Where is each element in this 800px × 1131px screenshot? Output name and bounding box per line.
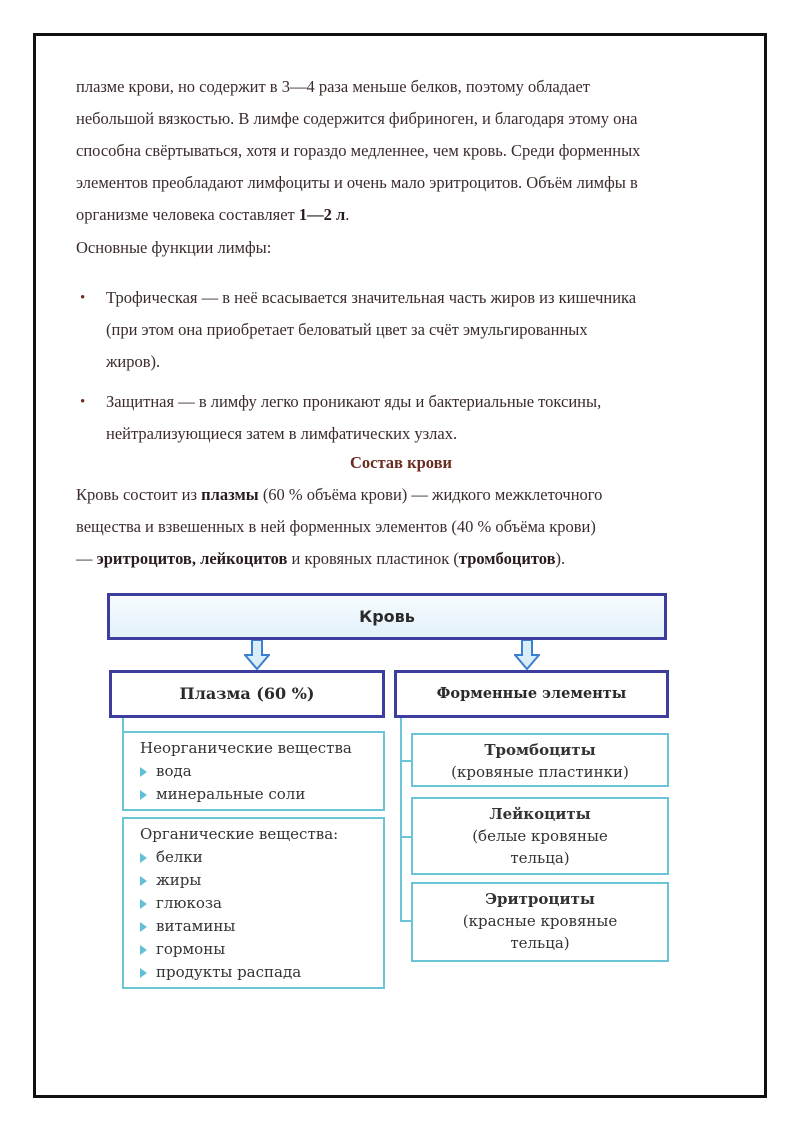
list-item: • Трофическая — в неё всасывается значительная часть жиров из кишечника (при этом она приобретает беловатый цвет за счёт эмульгированных жиров). xyxy=(76,282,736,378)
intro-line: плазме крови, но содержит в 3—4 раза меньше белков, поэтому обладает xyxy=(76,77,590,96)
list-item: жиры xyxy=(140,869,383,892)
triangle-icon xyxy=(140,922,147,932)
intro-line: организме человека составляет 1—2 л. xyxy=(76,205,350,224)
intro-paragraph xyxy=(76,71,736,231)
organic-box xyxy=(122,817,385,989)
list-item: минеральные соли xyxy=(140,783,383,806)
functions-heading: Основные функции лимфы: xyxy=(76,238,272,257)
lymph-volume: 1—2 л xyxy=(298,205,346,224)
list-item: глюкоза xyxy=(140,892,383,915)
functions-list xyxy=(76,282,736,458)
intro-line: элементов преобладают лимфоциты и очень мало эритроцитов. Объём лимфы в xyxy=(76,173,638,192)
connector xyxy=(400,920,411,922)
formed-elements-box: Форменные элементы xyxy=(394,670,669,718)
list-item: витамины xyxy=(140,915,383,938)
triangle-icon xyxy=(140,876,147,886)
triangle-icon xyxy=(140,899,147,909)
list-item: вода xyxy=(140,760,383,783)
connector xyxy=(400,718,402,920)
blood-composition-diagram xyxy=(106,590,672,990)
inorganic-title: Неорганические вещества xyxy=(140,739,352,757)
connector xyxy=(400,760,411,762)
inorganic-box xyxy=(122,731,385,811)
connector xyxy=(122,718,124,731)
list-item: гормоны xyxy=(140,938,383,961)
intro-line: способна свёртываться, хотя и гораздо медленнее, чем кровь. Среди форменных xyxy=(76,141,641,160)
section-title: Состав крови xyxy=(349,453,453,472)
triangle-icon xyxy=(140,853,147,863)
triangle-icon xyxy=(140,968,147,978)
list-item: • Защитная — в лимфу легко проникают яды и бактериальные токсины, нейтрализующиеся затем в лимфатических узлах. xyxy=(76,386,736,450)
composition-paragraph: Кровь состоит из плазмы (60 % объёма крови) — жидкого межклеточного вещества и взвешенных в ней форменных элементов (40 % объёма крови) — эритроцитов, лейкоцитов и кровяных пластинок (тромбоцитов). xyxy=(76,485,603,568)
list-item: продукты распада xyxy=(140,961,383,984)
bullet-icon: • xyxy=(80,394,86,410)
list-item: белки xyxy=(140,846,383,869)
intro-line: небольшой вязкостью. В лимфе содержится фибриноген, и благодаря этому она xyxy=(76,109,638,128)
erythrocytes-box: Эритроциты (красные кровяные тельца) xyxy=(411,882,669,962)
arrow-down-icon xyxy=(514,640,540,670)
connector xyxy=(400,836,411,838)
platelets-box: Тромбоциты (кровяные пластинки) xyxy=(411,733,669,787)
blood-box: Кровь xyxy=(107,593,667,640)
organic-title: Органические вещества: xyxy=(140,825,339,843)
plasma-box: Плазма (60 %) xyxy=(109,670,385,718)
triangle-icon xyxy=(140,767,147,777)
bullet-icon: • xyxy=(80,290,86,306)
triangle-icon xyxy=(140,790,147,800)
triangle-icon xyxy=(140,945,147,955)
leukocytes-box: Лейкоциты (белые кровяные тельца) xyxy=(411,797,669,875)
arrow-down-icon xyxy=(244,640,270,670)
